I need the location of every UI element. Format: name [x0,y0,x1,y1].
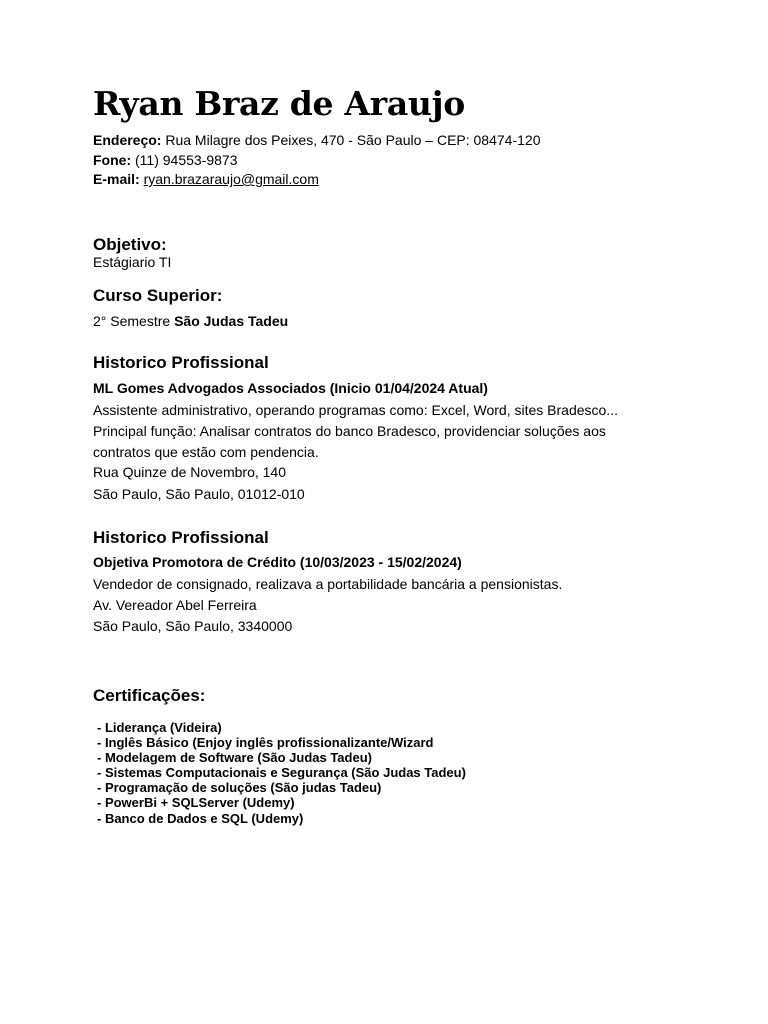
address-line [93,131,540,149]
address-label: Endereço: [93,132,162,148]
job-1-title: ML Gomes Advogados Associados (Inicio 01/04/2024 Atual) [93,380,488,396]
job-2-line: Vendedor de consignado, realizava a portabilidade bancária a pensionistas. [93,576,563,592]
job-1-heading: Historico Profissional [93,353,269,372]
job-1-line: contratos que estão com pendencia. [93,444,319,460]
certification-item: - Inglês Básico (Enjoy inglês profissionalizante/Wizard [97,735,434,751]
certification-item: - Liderança (Videira) [97,720,222,735]
job-1-line: São Paulo, São Paulo, 01012-010 [93,486,305,502]
objective-heading: Objetivo: [93,235,167,254]
certification-item: - PowerBi + SQLServer (Udemy) [97,795,295,811]
address-value: Rua Milagre dos Peixes, 470 - São Paulo – CEP: 08474-120 [165,132,541,148]
phone-value: (11) 94553-9873 [135,152,238,168]
email-label: E-mail: [93,171,140,187]
job-1-line: Principal função: Analisar contratos do banco Bradesco, providenciar soluções aos [93,423,606,439]
certifications-list [97,720,466,826]
education-line [93,312,288,330]
job-2-heading: Historico Profissional [93,528,269,547]
education-semester: 2° Semestre [93,313,171,329]
job-1-line: Rua Quinze de Novembro, 140 [93,464,286,480]
certification-item: - Modelagem de Software (São Judas Tadeu) [97,750,372,766]
certifications-heading: Certificações: [93,686,206,705]
job-1-line: Assistente administrativo, operando programas como: Excel, Word, sites Bradesco... [93,402,618,418]
job-2-line: São Paulo, São Paulo, 3340000 [93,618,293,634]
phone-line [93,151,237,169]
job-2-title: Objetiva Promotora de Crédito (10/03/2023 - 15/02/2024) [93,554,462,570]
education-heading: Curso Superior: [93,286,223,305]
job-2-line: Av. Vereador Abel Ferreira [93,597,257,613]
candidate-name: Ryan Braz de Araujo [93,84,465,123]
education-school: São Judas Tadeu [174,313,289,329]
certification-item: - Banco de Dados e SQL (Udemy) [97,810,304,826]
objective-text: Estágiario TI [93,254,172,270]
certification-item: - Sistemas Computacionais e Segurança (São Judas Tadeu) [97,765,466,781]
email-link[interactable]: ryan.brazaraujo@gmail.com [143,171,319,187]
phone-label: Fone: [93,152,132,168]
email-line [93,170,319,188]
certification-item: - Programação de soluções (São judas Tadeu) [97,780,382,796]
